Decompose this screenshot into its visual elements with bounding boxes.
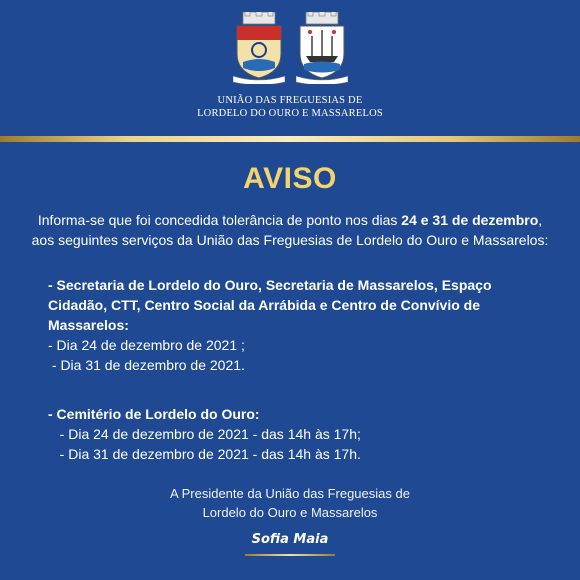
group1-date-1: - Dia 24 de dezembro de 2021 ;	[48, 337, 245, 353]
signature-underline	[245, 554, 335, 556]
intro-line2: aos seguintes serviços da União das Freguesias de Lordelo do Ouro e Massarelos:	[31, 232, 549, 248]
org-name-line1: UNIÃO DAS FREGUESIAS DE	[217, 95, 363, 106]
signatory-title	[0, 484, 580, 522]
signature: Sofia Maia	[251, 532, 329, 547]
header	[0, 0, 580, 130]
intro-text-part1: Informa-se que foi concedida tolerância de ponto nos dias	[37, 212, 402, 228]
footer-line1: A Presidente da União das Freguesias de	[170, 486, 410, 501]
organization-name	[0, 94, 580, 120]
massarelos-coat-of-arms-icon	[296, 12, 348, 84]
group1-date-2: - Dia 31 de dezembro de 2021.	[48, 357, 245, 373]
services-group-2	[48, 404, 548, 464]
group2-date-2: - Dia 31 de dezembro de 2021 - das 14h às 17h.	[48, 446, 361, 462]
group1-head-line2: Cidadão, CTT, Centro Social da Arrábida e Centro de Convívio de	[48, 297, 480, 313]
notice-intro	[0, 210, 580, 250]
intro-dates-bold: 24 e 31 de dezembro	[401, 212, 539, 228]
footer-line2: Lordelo do Ouro e Massarelos	[202, 505, 378, 520]
services-group-1	[48, 275, 548, 375]
group2-date-1: - Dia 24 de dezembro de 2021 - das 14h às 17h;	[48, 426, 361, 442]
group2-head: - Cemitério de Lordelo do Ouro:	[48, 406, 260, 422]
org-name-line2: LORDELO DO OURO E MASSARELOS	[197, 108, 383, 119]
group1-head-line1: - Secretaria de Lordelo do Ouro, Secretaria de Massarelos, Espaço	[48, 277, 492, 293]
gold-divider	[0, 136, 580, 142]
notice-title: AVISO	[243, 162, 337, 195]
group1-head-line3: Massarelos:	[48, 317, 129, 333]
intro-text-part2: ,	[538, 212, 543, 228]
intro-line1	[0, 210, 580, 230]
lordelo-coat-of-arms-icon	[233, 12, 285, 84]
